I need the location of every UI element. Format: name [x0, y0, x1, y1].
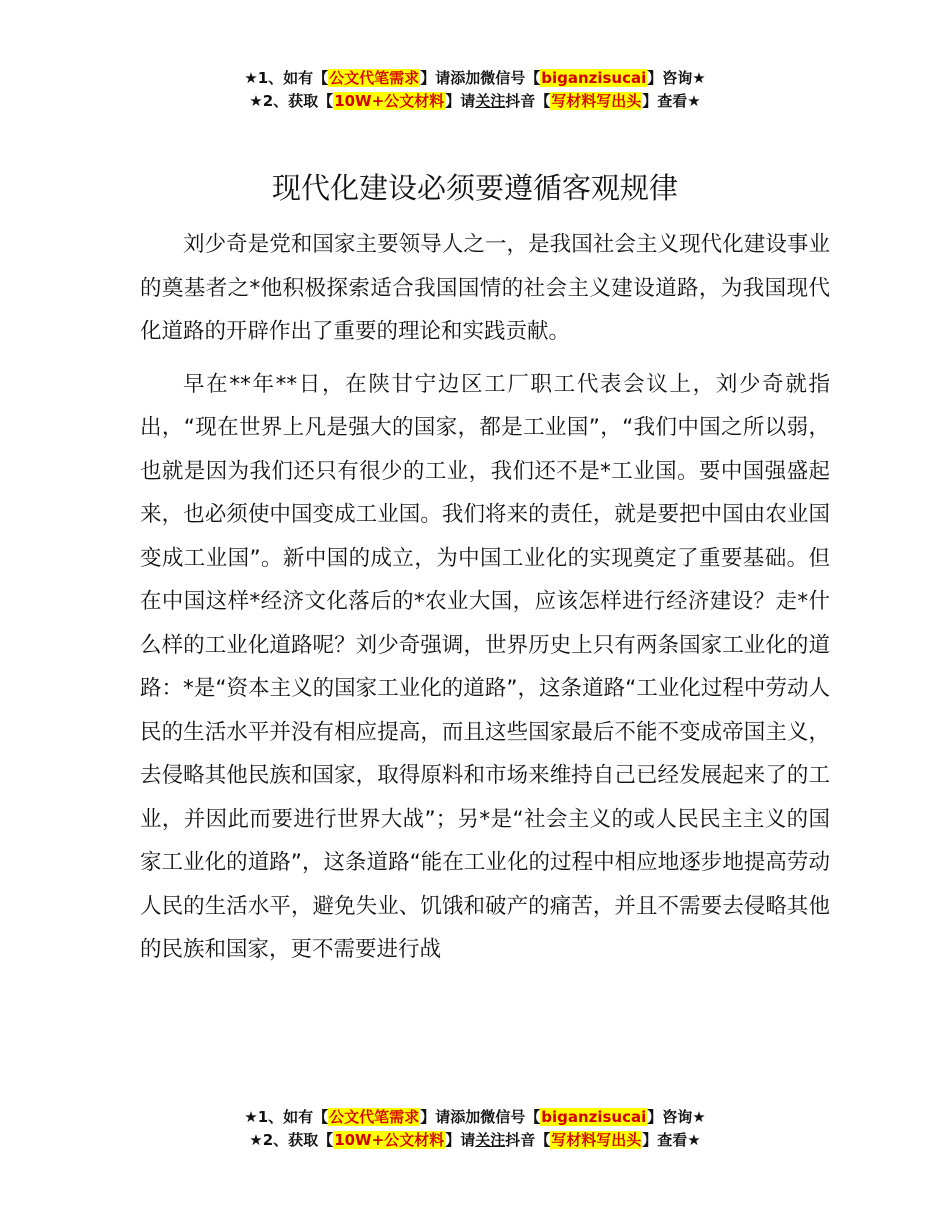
footer-line-2: [0, 1129, 950, 1152]
document-body: [140, 223, 830, 972]
header-line-2-text-a: ★2、获取【: [249, 92, 334, 110]
header-line-2-text-b: 】请: [445, 92, 476, 110]
footer-line-2-text-a: ★2、获取【: [249, 1131, 334, 1149]
header-line-2-text-c: 抖音【: [505, 92, 551, 110]
footer-highlight-materials: 10W+公文材料: [334, 1131, 445, 1149]
footer-line-1-text-b: 】请添加微信号【: [420, 1108, 541, 1126]
header-highlight-wechat-id: biganzisucai: [541, 69, 647, 87]
footer-line-1: [0, 1106, 950, 1129]
header-highlight-douyin-account: 写材料写出头: [551, 92, 642, 110]
footer-line-2-text-d: 】查看★: [642, 1131, 701, 1149]
header-line-2-text-d: 】查看★: [642, 92, 701, 110]
footer-banner: [0, 1106, 950, 1152]
header-highlight-materials: 10W+公文材料: [334, 92, 445, 110]
footer-highlight-douyin-account: 写材料写出头: [551, 1131, 642, 1149]
body-paragraph-2: 早在**年**日，在陕甘宁边区工厂职工代表会议上，刘少奇就指出，“现在世界上凡是强大的国家，都是工业国”，“我们中国之所以弱，也就是因为我们还只有很少的工业，我们还不是*工业国。要中国强盛起来，也必须使中国变成工业国。我们将来的责任，就是要把中国由农业国变成工业国”。新中国的成立，为中国工业化的实现奠定了重要基础。但在中国这样*经济文化落后的*农业大国，应该怎样进行经济建设？走*什么样的工业化道路呢？刘少奇强调，世界历史上只有两条国家工业化的道路：*是“资本主义的国家工业化的道路”，这条道路“工业化过程中劳动人民的生活水平并没有相应提高，而且这些国家最后不能不变成帝国主义，去侵略其他民族和国家，取得原料和市场来维持自己已经发展起来了的工业，并因此而要进行世界大战”；另*是“社会主义的或人民民主主义的国家工业化的道路”，这条道路“能在工业化的过程中相应地逐步地提高劳动人民的生活水平，避免失业、饥饿和破产的痛苦，并且不需要去侵略其他的民族和国家，更不需要进行战: [140, 371, 830, 962]
header-line-1-text-a: ★1、如有【: [244, 69, 329, 87]
footer-line-2-text-b: 】请: [445, 1131, 476, 1149]
header-line-1: [0, 67, 950, 90]
header-underlined-follow: 关注: [475, 92, 506, 110]
footer-line-1-text-c: 】咨询★: [647, 1108, 706, 1126]
body-paragraph-1: 刘少奇是党和国家主要领导人之一，是我国社会主义现代化建设事业的奠基者之*他积极探索适合我国国情的社会主义建设道路，为我国现代化道路的开辟作出了重要的理论和实践贡献。: [140, 232, 830, 344]
document-title: 现代化建设必须要遵循客观规律: [271, 171, 678, 205]
footer-highlight-ghostwriting: 公文代笔需求: [329, 1108, 420, 1126]
header-banner: [0, 67, 950, 113]
footer-line-1-text-a: ★1、如有【: [244, 1108, 329, 1126]
footer-line-2-text-c: 抖音【: [505, 1131, 551, 1149]
header-line-2: [0, 90, 950, 113]
header-highlight-ghostwriting: 公文代笔需求: [329, 69, 420, 87]
header-line-1-text-b: 】请添加微信号【: [420, 69, 541, 87]
footer-underlined-follow: 关注: [475, 1131, 506, 1149]
footer-highlight-wechat-id: biganzisucai: [541, 1108, 647, 1126]
header-line-1-text-c: 】咨询★: [647, 69, 706, 87]
